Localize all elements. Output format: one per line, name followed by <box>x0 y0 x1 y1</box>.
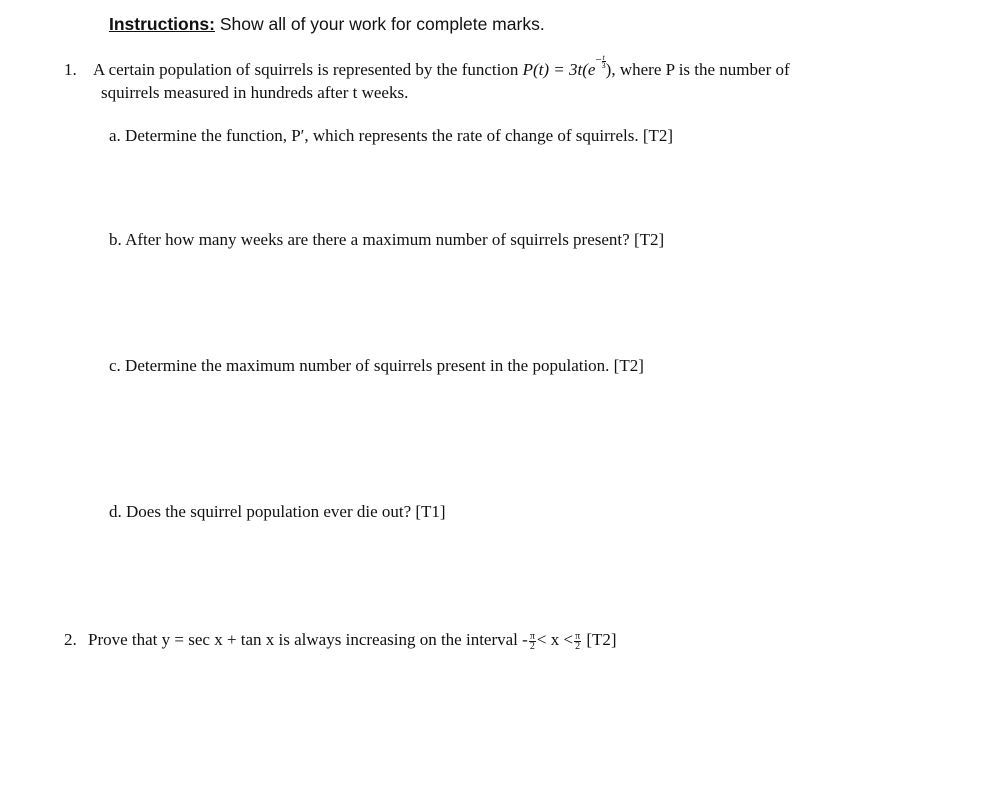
part-b-text: After how many weeks are there a maximum number of squirrels present? [T2] <box>125 230 665 249</box>
part-c-label: c. <box>109 356 121 375</box>
instructions-line <box>109 14 545 35</box>
part-b-label: b. <box>109 230 122 249</box>
question-2-text <box>88 630 617 651</box>
question-2-marks: [T2] <box>586 630 617 649</box>
part-a-text: Determine the function, P′, which represents the rate of change of squirrels. [T2] <box>125 126 674 145</box>
question-1-text <box>93 53 790 81</box>
question-2-intro: Prove that y = sec x + tan x is always increasing on the interval - <box>88 630 528 649</box>
part-c-text: Determine the maximum number of squirrels present in the population. [T2] <box>125 356 644 375</box>
question-1-number: 1. <box>64 60 77 79</box>
part-a-label: a. <box>109 126 121 145</box>
neg-pi-over-two: $\frac{\pi}{2}$ <box>529 630 535 652</box>
function-exponent: − $\frac{t}{3}$ <box>595 53 606 70</box>
question-2-number: 2. <box>64 630 77 649</box>
function-close: ) <box>605 60 612 79</box>
part-d-label: d. <box>109 502 122 521</box>
question-1-intro: A certain population of squirrels is represented by the function <box>93 60 519 79</box>
part-d-text: Does the squirrel population ever die out? [T1] <box>126 502 446 521</box>
pi-over-two: $\frac{\pi}{2}$ <box>575 630 581 652</box>
instructions-text: Show all of your work for complete marks. <box>214 14 545 34</box>
part-a <box>109 126 673 146</box>
function-lhs: P(t) = 3t(e <box>522 60 596 79</box>
instructions-label: Instructions: <box>109 14 215 34</box>
part-c <box>109 356 644 376</box>
question-1-tail: , where P is the number of <box>611 60 790 79</box>
part-d <box>109 502 446 522</box>
question-1-line2: squirrels measured in hundreds after t weeks. <box>101 83 409 102</box>
part-b <box>109 230 664 250</box>
inequality-middle: < x < <box>536 630 574 649</box>
